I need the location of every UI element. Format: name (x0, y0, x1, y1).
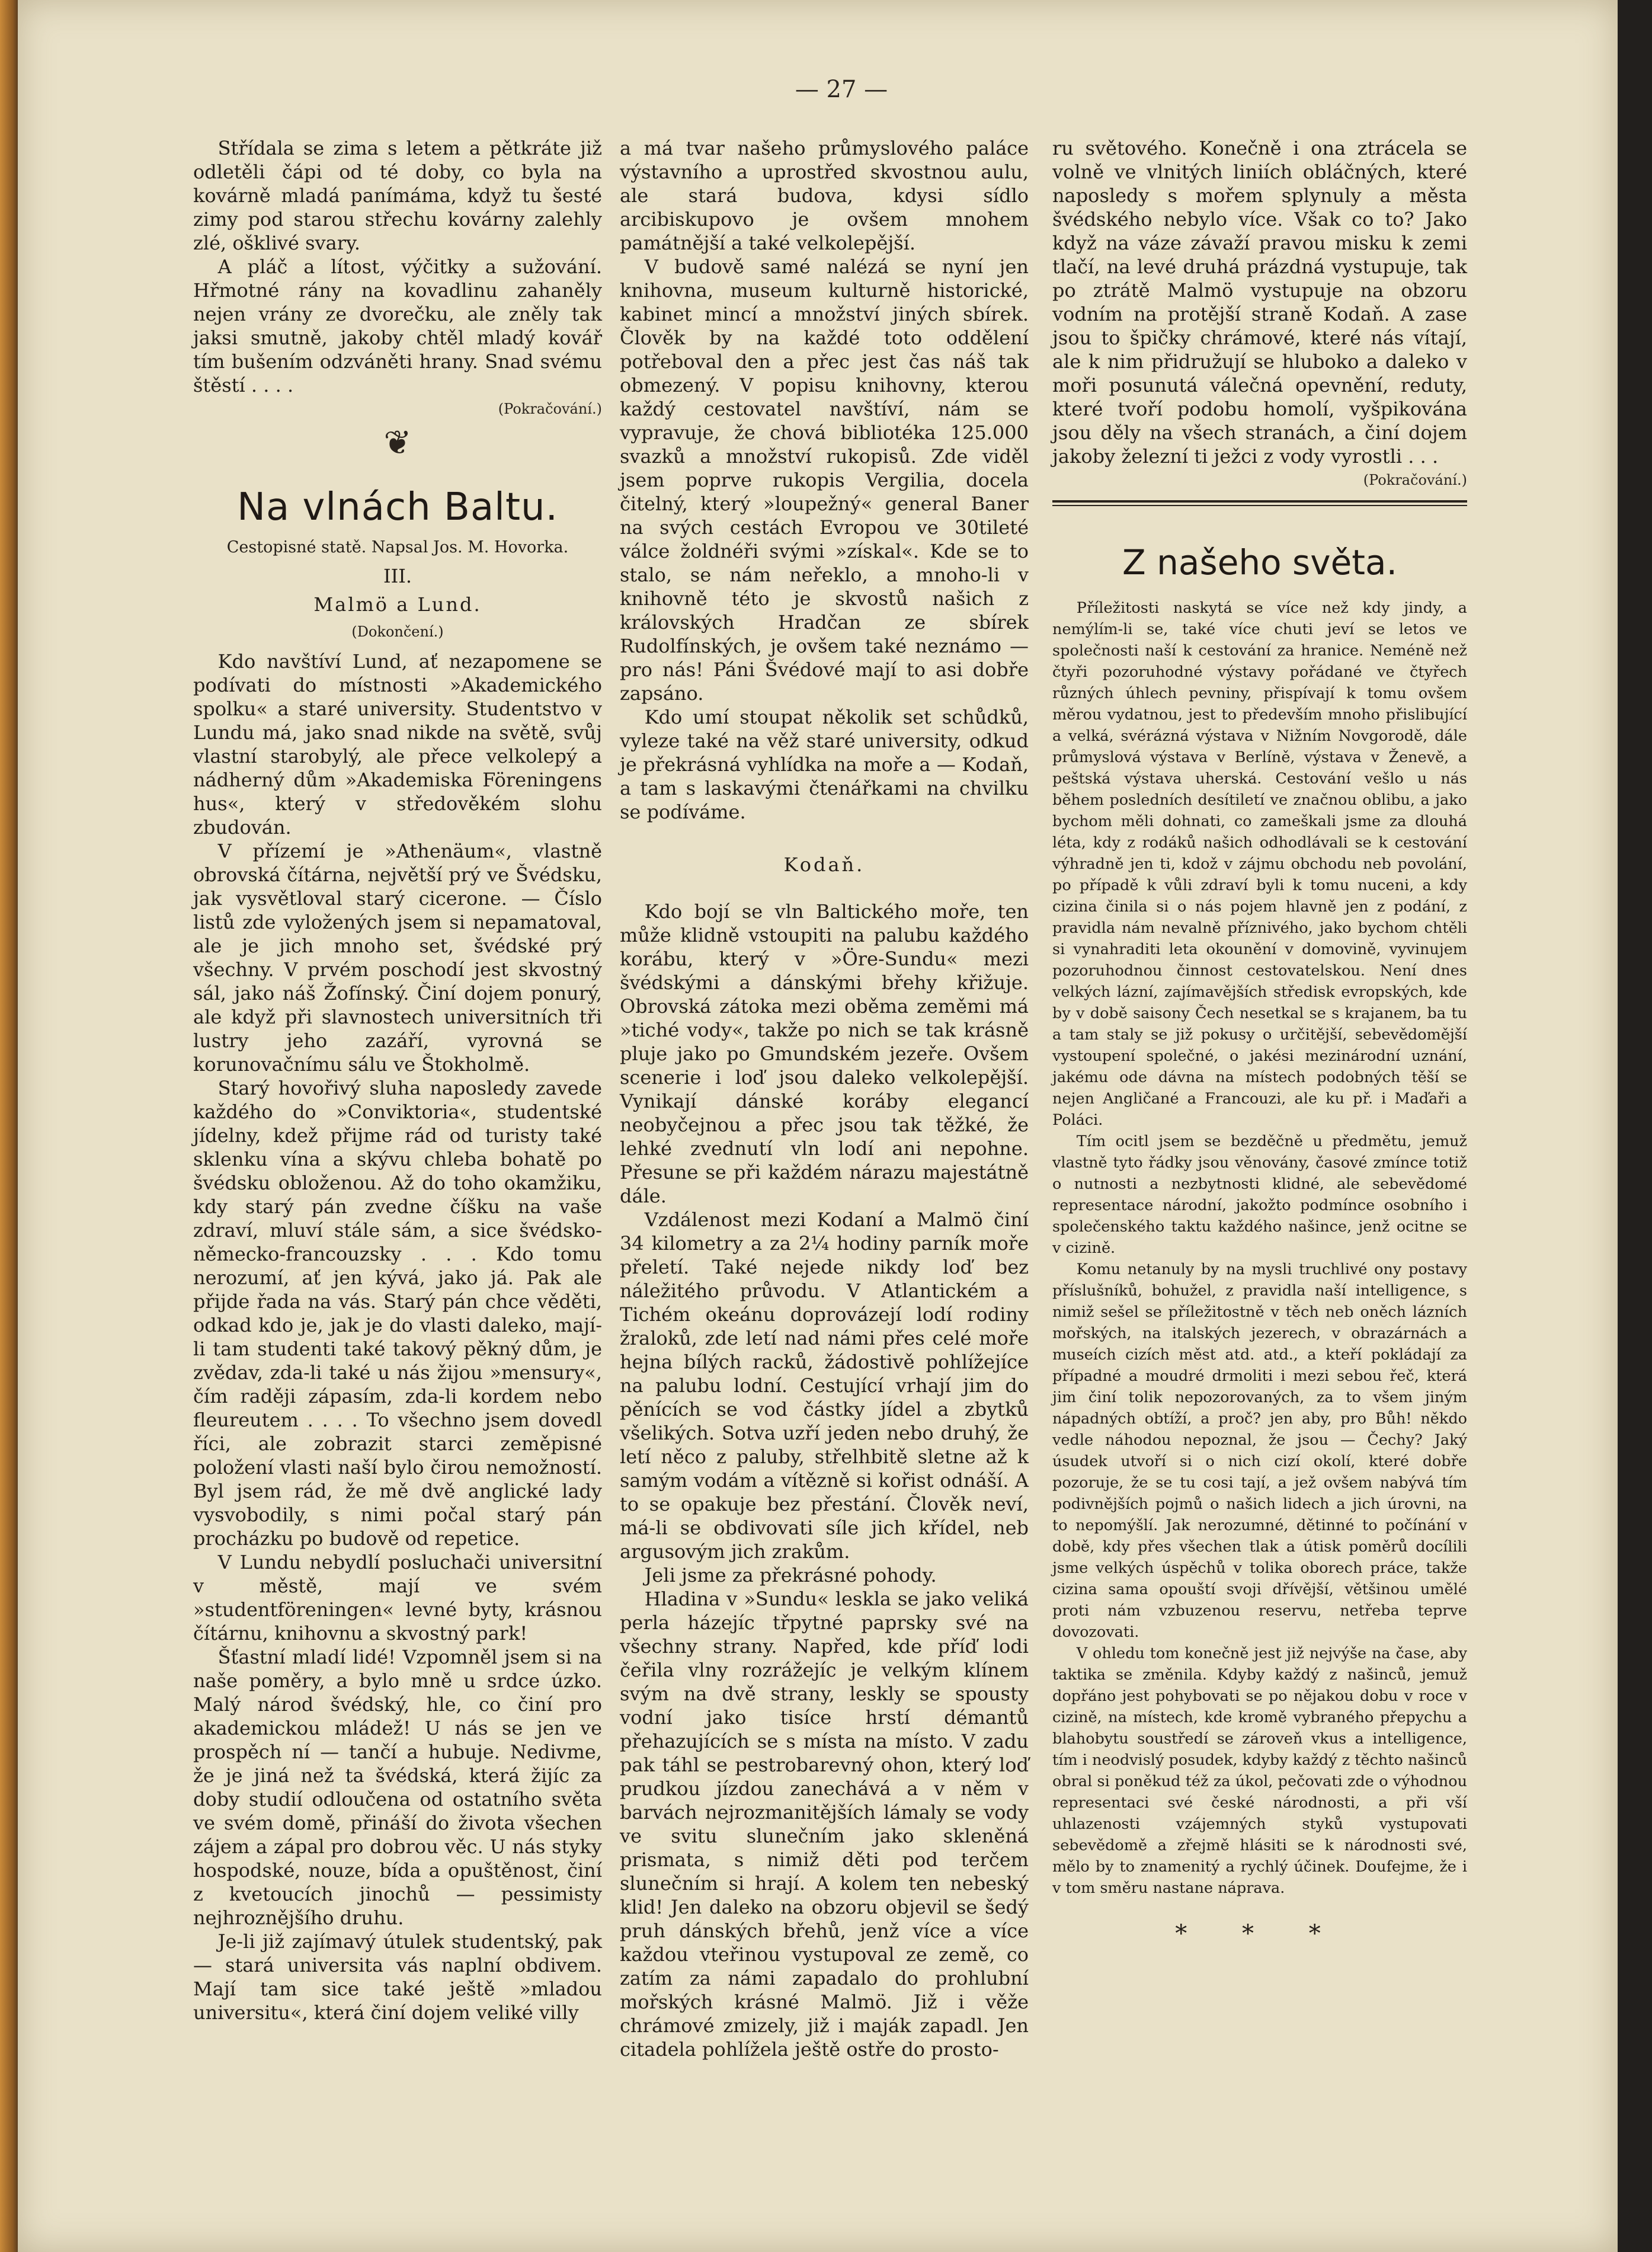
column-paragraph: V ohledu tom konečně jest již nejvýše na čase, aby taktika se změnila. Kdyby každý z našinců, jemuž dopřáno jest pohybovati se po nějakou dobu v roce v cizině, na místech, kde kromě vybraného přepychu a blahobytu soustředí se zároveň vkus a intelligence, tím i neodvislý posudek, kdyby každý z těchto našinců obral si poněkud též za úkol, pečovati zde o výhodnou representaci své české národnosti, a při vší uhlazenosti vzájemných styků vystupovati sebevědomě a zřejmě hlásiti se k národnosti své, mělo by to znamenitý a rychlý účinek. Doufejme, že i v tom směru nastane náprava. (1052, 1645, 1467, 1897)
article-paragraph: Kdo navštíví Lund, ať nezapomene se podívati do místnosti »Akademického spolku« a staré university. Studentstvo v Lundu má, jako snad nikde na světě, svůj vlastní starobylý, ale přece velkolepý a nádherný dům »Akademiska Föreningens hus«, který v středověkém slohu zbudován. (193, 650, 602, 839)
article-paragraph: Šťastní mladí lidé! Vzpomněl jsem si na naše poměry, a bylo mně u srdce úzko. Malý národ švédský, hle, co činí pro akademickou mládež! U nás se jen ve prospěch ní — tančí a hubuje. Nedivme, že je jiná než ta švédská, která žijíc za doby studií odloučena od ostatního světa ve svém domě, přináší do života všechen zájem a zápal pro dobrou věc. U nás styky hospodské, nouze, bída a opuštěnost, činí z kvetoucích jinochů — pessimisty nejhroznějšího druhu. (193, 1646, 602, 1929)
article-paragraph: Vzdálenost mezi Kodaní a Malmö činí 34 kilometry a za 2¼ hodiny parník moře přeletí. Také nejede nikdy loď bez náležitého průvodu. V Atlantickém a Tichém okeánu doprovázejí lodí rodiny žraloků, zde letí nad námi přes celé moře hejna bílých racků, žádostivě pohlížejíce na palubu lodní. Cestující vrhají jim do pěnících se vod částky jídel a zbytků všelikých. Sotva uzří jeden nebo druhý, že letí něco z paluby, střelhbitě sletne až k samým vodám a vítězně si kořist odnáší. A to se opakuje bez přestání. Člověk neví, má-li se obdivovati síle jich křídel, neb argusovým jich zrakům. (620, 1208, 1029, 1563)
story-paragraph: A pláč a lítost, výčitky a sužování. Hřmotné rány na kovadlinu zahaněly nejen vrány ze dvorečku, ale zněly tak jaksi smutně, jakoby chtěl mladý kovář tím bušením odzváněti hrany. Snad svému štěstí . . . . (193, 255, 602, 396)
page-number: — 27 — (795, 76, 888, 103)
article-paragraph: Je-li již zajímavý útulek studentský, pak — stará universita vás naplní obdivem. Mají tam sice také ještě »mladou universitu«, která činí dojem veliké villy (193, 1930, 602, 2024)
article-paragraph: Kdo bojí se vln Baltického moře, ten může klidně vstoupiti na palubu každého korábu, který v »Öre-Sundu« mezi švédskými a dánskými břehy křižuje. Obrovská zátoka mezi oběma zeměmi má »tiché vody«, takže po nich se tak krásně pluje jako po Gmundském jezeře. Ovšem scenerie i loď jsou daleko velkolepější. Vynikají dánské koráby elegancí neobyčejnou a přec jsou tak těžké, že lehké zvednutí vln lodí ani nepohne. Přesune se při každém nárazu majestátně dále. (620, 900, 1029, 1207)
article-paragraph: V přízemí je »Athenäum«, vlastně obrovská čítárna, největší prý ve Švédsku, jak vysvětloval starý cicerone. — Číslo listů zde vyložených jsem si nepamatoval, ale je jich mnoho set, švédské prý všechny. V prvém poschodí jest skvostný sál, jako náš Žofínský. Činí dojem ponurý, ale když při slavnostech universitních tři lustry jeho zazáří, vyrovná se korunovačnímu sálu ve Štokholmě. (193, 840, 602, 1076)
fleuron-icon: ❦ (383, 424, 412, 462)
column-3 (1052, 136, 1467, 1947)
article-paragraph: Jeli jsme za překrásné pohody. (644, 1564, 937, 1586)
column-body (1052, 597, 1467, 1899)
continued-note: (Pokračování.) (498, 401, 602, 417)
article-paragraph: Kdo umí stoupat několik set schůdků, vyleze také na věž staré university, odkud je překrásná vyhlídka na moře a — Kodaň, a tam s laskavými čtenářkami na chvilku se podíváme. (620, 706, 1029, 823)
section-divider (1052, 500, 1467, 506)
article-paragraph: V Lundu nebydlí posluchači universitní v městě, mají ve svém »studentföreningen« levné byty, krásnou čítárnu, knihovnu a skvostný park! (193, 1551, 602, 1645)
story-paragraph: Střídala se zima s letem a pětkráte již odletěli čápi od té doby, co byla na kovárně mladá panímáma, když tu šesté zimy pod starou střechu kovárny zalehly zlé, ošklivé svary. (193, 137, 602, 254)
column-2 (620, 136, 1029, 2061)
article-byline: Cestopisné statě. Napsal Jos. M. Hovorka. (226, 538, 569, 556)
part-number: III. (383, 565, 412, 587)
article-paragraph: Hladina v »Sundu« leskla se jako veliká perla házejíc třpytné paprsky své na všechny strany. Napřed, kde příď lodi čeřila vlny rozrážejíc je velkým klínem svým na dvě strany, leskly se spousty vodní jako tisíce hrstí démantů přehazujících se s místa na místo. V zadu pak táhl se pestrobarevný ohon, který loď prudkou jízdou zanechává a v něm v barvách nejrozmanitějších lámaly se vody ve svitu slunečním jako skleněná prismata, s nimiž děti pod terčem slunečním si hrají. A kolem ten nebeský klid! Jen daleko na obzoru objevil se šedý pruh dánských břehů, jenž více a více každou vteřinou vystupoval ze země, co zatím za námi zapadalo do prohlubní mořských krásné Malmö. Již i věže chrámové zmizely, již i maják zapadl. Jen citadela pohlížela ještě ostře do prosto- (620, 1588, 1029, 2061)
continued-note: (Pokračování.) (1363, 472, 1467, 488)
end-stars: * * * (1175, 1920, 1344, 1947)
section-title: Z našeho světa. (1122, 542, 1397, 583)
column-1 (193, 136, 602, 2024)
article-subtitle: Malmö a Lund. (313, 593, 482, 616)
concluded-note: (Dokončení.) (351, 623, 444, 640)
article-paragraph: a má tvar našeho průmyslového paláce výstavního a uprostřed skvostnou aulu, ale stará budova, kdysi sídlo arcibiskupovo je ovšem mnohem památnější a také velkolepější. (620, 137, 1029, 254)
column-paragraph: Komu netanuly by na mysli truchlivé ony postavy příslušníků, bohužel, z pravidla naší intelligence, s nimiž sešel se příležitostně v těch neb oněch lázních mořských, na italských jezerech, v obrazárnách a museích cizích měst atd. atd., a kteří pokládají za případné a moudré drmoliti i mezi sebou řeč, která jim činí tolik nepozorovaných, za to všem jiným nápadných obtíží, a proč? jen aby, pro Bůh! někdo vedle náhodou nepoznal, že jsou — Čechy? Jaký úsudek utvoří si o nich cizí okolí, které dobře pozoruje, že se tu cosi tají, a jež ovšem nabývá tím podivnějších pojmů o našich lidech a jich úrovni, na to nepomýšlí. Jak nerozumné, dětinné to počínání v době, kdy přes všechen tlak a útisk poměrů docílili jsme velkých úspěchů v tolika oborech práce, takže cizina sama opouští svoji dřívější, většinou umělé proti nám vzbuzenou reservu, netřeba teprve dovozovati. (1052, 1261, 1467, 1641)
scan-border (1618, 0, 1652, 2252)
article-paragraph: ru světového. Konečně i ona ztrácela se volně ve vlnitých liniích obláčných, které naposledy s mořem splynuly a města švédského nebylo více. Však co to? Jako když na váze závaží pravou misku k zemi tlačí, na levé druhá prázdná vystupuje, tak po ztrátě Malmö vystupuje na obzoru vodním na protější straně Kodaň. A zase jsou to špičky chrámové, které nás vítají, ale k nim přidružují se hluboko a daleko v moři posunutá válečná opevnění, reduty, které tvoří podobu homolí, vyšpikována jsou děly na všech stranách, a činí dojem jakoby železní ti ježci z vody vyrostli . . . (1052, 137, 1467, 468)
section-subhead: Kodaň. (783, 853, 865, 876)
column-paragraph: Tím ocitl jsem se bezděčně u předmětu, jemuž vlastně tyto řádky jsou věnovány, časové zmínce totiž o nutnosti a nezbytnosti klidné, ale sebevědomé representace národní, jakožto podmínce osobního i společenského taktu každého našince, jenž ocitne se v cizině. (1052, 1133, 1467, 1257)
column-paragraph: Příležitosti naskytá se více než kdy jindy, a nemýlím-li se, také více chuti jeví se letos ve společnosti naší k cestování za hranice. Neméně než čtyři pozoruhodné výstavy pořádané ve čtyřech různých úhlech pevniny, přispívají k tomu ovšem měrou vydatnou, jest to především mnoho přislibující a velká, svérázná výstava v Nižním Novgorodě, dále průmyslová výstava v Berlíně, výstava v Ženevě, a peštská výstava uherská. Cestování vešlo u nás během posledních desítiletí ve značnou oblibu, a jako bychom měli dohnati, co zameškali jsme za dlouhá léta, kdy z rodáků našich odhodlávali se k cestování výhradně jen ti, kdož v zájmu obchodu neb povolání, po případě k vůli zdraví byli k tomu nuceni, a kdy cizina činila si o nás pojem hlavně jen z podání, z pravidla nám nevalně příznivého, jako bychom chtěli si vynahraditi leta okounění v domovině, vyvinujem pozoruhodnou činnost cestovatelskou. Není dnes velkých lázní, zajímavějších středisk evropských, kde by v době saisony Čech nesetkal se s krajanem, ba tu a tam staly se již pokusy o určitější, sebevědomější vystoupení společné, o jakési mezinárodní uznání, jakému ode dávna na místech podobných těší se nejen Angličané a Francouzi, ale ku př. i Maďaři a Poláci. (1052, 599, 1467, 1129)
article-paragraph: V budově samé nalézá se nyní jen knihovna, museum kulturně historické, kabinet mincí a množství jiných sbírek. Člověk by na každé toto oddělení potřeboval den a přec jest čas náš tak obmezený. V popisu knihovny, kterou každý cestovatel navštíví, nám se vypravuje, že chová bibliotéka 125.000 svazků a množství rukopisů. Zde viděl jsem poprve rukopis Vergilia, docela čitelný, který »loupežný« general Baner na svých cestách Evropou ve 30tileté válce žoldnéři svými »získal«. Kde se to stalo, se nám neřeklo, a mnoho-li v knihovně této je skvostů našich z královských Hradčan ze sbírek Rudolfínských, je ovšem také neznámo — pro nás! Páni Švédové mají to asi dobře zapsáno. (620, 255, 1029, 705)
article-paragraph: Starý hovořivý sluha naposledy zavede každého do »Conviktoria«, studentské jídelny, kdež přijme rád od turisty také sklenku vína a skývu chleba bohatě po švédsku obloženou. Až do toho okamžiku, kdy starý pán zvedne číšku na vaše zdraví, mluví stále sám, a sice švédsko-německo-francouzsky . . . Kdo tomu nerozumí, ať jen kývá, jako já. Pak ale přijde řada na vás. Starý pán chce věděti, odkad kdo je, jak je do vlasti daleko, mají-li tam studenti také takový pěkný dům, je zvědav, zda-li také u nás žijou »mensury«, čím raději zápasím, zda-li kordem nebo fleureutem . . . . To všechno jsem dovedl říci, ale zobrazit starci zeměpisné položení vlasti naší bylo čirou nemožností. Byl jsem rád, že mě dvě anglické lady vysvobodily, s nimi počal starý pán procházku po budově od repetice. (193, 1077, 602, 1550)
article-headline: Na vlnách Baltu. (237, 485, 558, 529)
